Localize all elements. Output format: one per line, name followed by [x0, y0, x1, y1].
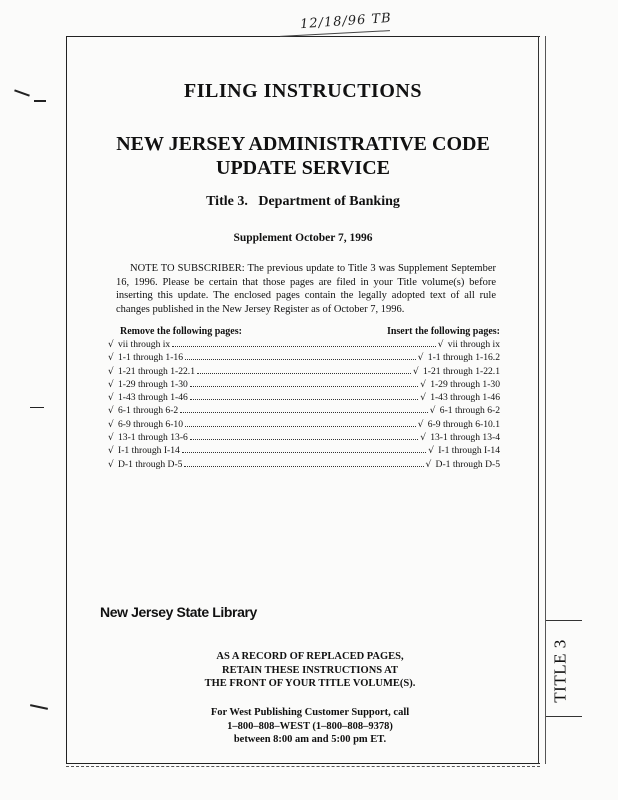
remove-pages: I-1 through I-14 — [118, 445, 180, 457]
remove-pages: D-1 through D-5 — [118, 458, 183, 470]
remove-pages: vii through ix — [118, 339, 171, 350]
remove-pages: 6-1 through 6-2 — [118, 405, 179, 417]
insert-pages: I-1 through I-14 — [438, 445, 500, 457]
check-icon: √ — [437, 340, 444, 350]
supplement-date: Supplement October 7, 1996 — [233, 232, 373, 244]
tab-label: TITLE 3 — [551, 639, 571, 703]
insert-pages: 6-9 through 6-10.1 — [427, 418, 500, 430]
record-line: AS A RECORD OF REPLACED PAGES, — [216, 651, 404, 662]
support-phone: 1–800–808–WEST (1–800–808–9378) — [227, 720, 393, 732]
remove-pages: 6-9 through 6-10 — [118, 418, 184, 430]
list-item — [108, 338, 500, 351]
check-icon: √ — [417, 419, 424, 430]
check-icon: √ — [412, 366, 419, 377]
support-hours: between 8:00 am and 5:00 pm ET. — [233, 734, 387, 745]
remove-header: Remove the following pages: — [120, 326, 242, 337]
check-icon: √ — [425, 459, 432, 470]
insert-pages: vii through ix — [447, 339, 500, 350]
leader-dots — [190, 391, 418, 400]
scan-mark — [14, 89, 30, 96]
record-line: RETAIN THESE INSTRUCTIONS AT — [222, 664, 398, 676]
leader-dots — [180, 404, 428, 413]
service-title-line2: UPDATE SERVICE — [216, 157, 390, 179]
check-icon: √ — [108, 366, 114, 377]
remove-pages: 1-29 through 1-30 — [118, 378, 188, 390]
list-item — [108, 404, 500, 417]
list-item — [108, 444, 500, 457]
tab-divider — [546, 620, 582, 621]
insert-pages: D-1 through D-5 — [435, 458, 500, 470]
scan-mark — [30, 407, 44, 408]
insert-pages: 13-1 through 13-4 — [430, 432, 500, 444]
list-item — [108, 365, 500, 378]
check-icon: √ — [108, 393, 114, 404]
bottom-rule — [66, 766, 540, 768]
title-tab — [546, 634, 576, 708]
insert-pages: 1-1 through 1-16.2 — [427, 352, 500, 364]
scan-mark — [34, 100, 46, 102]
handwritten-note: 12/18/96 TB — [299, 10, 393, 33]
remove-pages: 13-1 through 13-6 — [118, 432, 188, 444]
leader-dots — [197, 365, 411, 374]
pages-list — [108, 338, 500, 471]
remove-pages: 1-1 through 1-16 — [118, 352, 184, 364]
remove-pages: 1-43 through 1-46 — [118, 392, 188, 404]
insert-header: Insert the following pages: — [386, 326, 500, 337]
check-icon: √ — [428, 446, 434, 457]
title-heading: Title 3. Department of Banking — [206, 194, 400, 209]
insert-pages: 1-29 through 1-30 — [430, 378, 500, 390]
check-icon: √ — [108, 340, 114, 350]
leader-dots — [190, 431, 418, 440]
leader-dots — [185, 351, 416, 360]
insert-pages: 1-43 through 1-46 — [430, 392, 500, 404]
insert-pages: 1-21 through 1-22.1 — [422, 365, 500, 377]
list-item — [108, 458, 500, 471]
leader-dots — [184, 458, 423, 467]
list-item — [108, 391, 500, 404]
service-title — [66, 132, 540, 180]
check-icon: √ — [420, 433, 426, 444]
record-notice — [150, 650, 470, 691]
page-title: FILING INSTRUCTIONS — [184, 80, 422, 102]
record-line: THE FRONT OF YOUR TITLE VOLUME(S). — [204, 678, 416, 689]
check-icon: √ — [108, 406, 114, 417]
scan-mark — [30, 704, 48, 710]
check-icon: √ — [108, 419, 114, 430]
leader-dots — [190, 378, 418, 387]
service-title-line1: NEW JERSEY ADMINISTRATIVE CODE — [116, 133, 490, 155]
leader-dots — [185, 418, 416, 427]
subscriber-note: NOTE TO SUBSCRIBER: The previous update to Title 3 was Supplement September 16, 1996. Please be certain that those pages are filed in your Title volume(s) before inserting this update. The enclosed pages contain the legally adopted text of all rule changes published in the New Jersey Register as of October 7, 1996. — [116, 263, 496, 315]
remove-pages: 1-21 through 1-22.1 — [118, 365, 196, 377]
support-line: For West Publishing Customer Support, call — [210, 707, 410, 718]
check-icon: √ — [108, 459, 114, 470]
check-icon: √ — [108, 433, 114, 444]
check-icon: √ — [420, 379, 426, 390]
check-icon: √ — [420, 393, 426, 404]
leader-dots — [182, 444, 426, 453]
check-icon: √ — [108, 379, 114, 390]
check-icon: √ — [108, 353, 114, 364]
check-icon: √ — [417, 353, 424, 364]
tab-divider — [546, 716, 582, 717]
check-icon: √ — [429, 406, 436, 417]
library-stamp: New Jersey State Library — [100, 604, 257, 620]
leader-dots — [172, 338, 436, 347]
list-item — [108, 378, 500, 391]
check-icon: √ — [108, 446, 114, 457]
customer-support — [150, 706, 470, 747]
insert-pages: 6-1 through 6-2 — [439, 405, 500, 417]
list-item — [108, 351, 500, 364]
list-item — [108, 431, 500, 444]
list-item — [108, 418, 500, 431]
